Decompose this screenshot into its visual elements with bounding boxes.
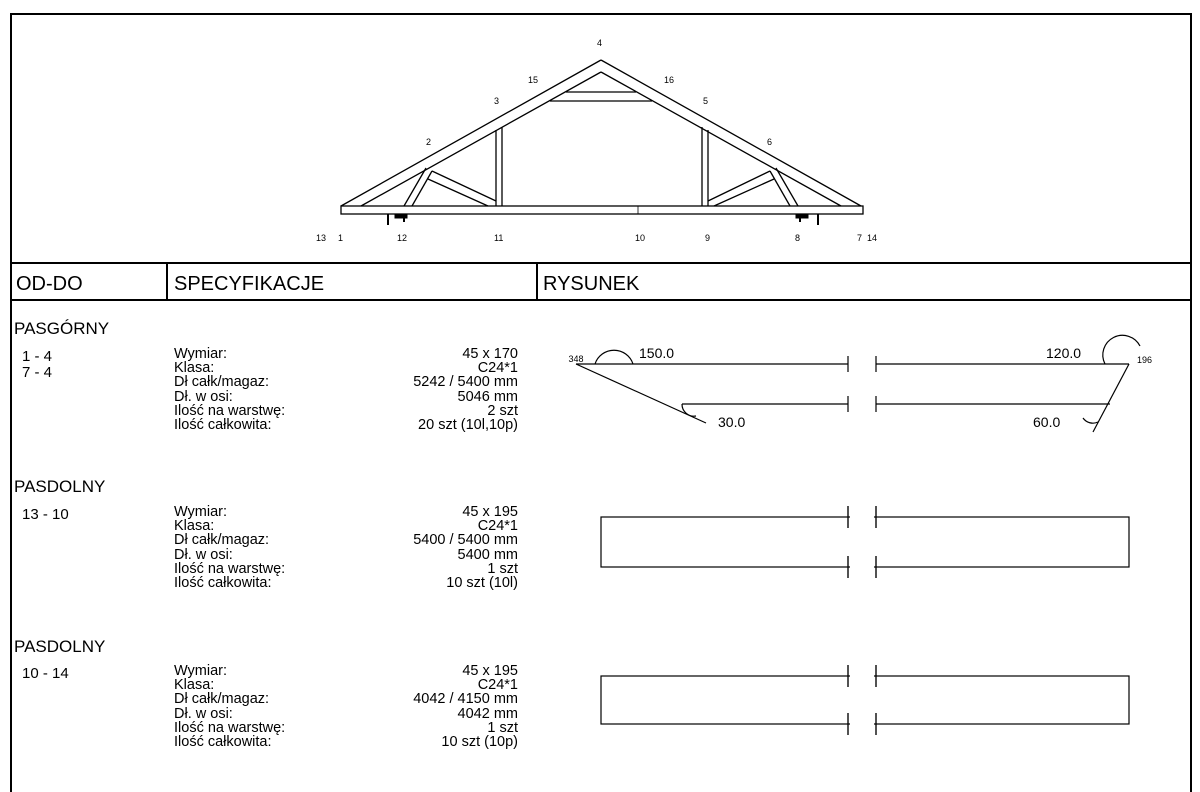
label-dl-calk: Dł całk/magaz: (174, 374, 270, 391)
label-dl-osi: Dł. w osi: (174, 546, 233, 563)
node-label-1: 1 (338, 233, 344, 243)
label-dl-osi: Dł. w osi: (174, 705, 233, 722)
label-ilosc-warstwe: Ilość na warstwę: (174, 719, 286, 736)
value-klasa: C24*1 (477, 677, 518, 694)
label-klasa: Klasa: (174, 360, 215, 377)
angle-arc-left (595, 350, 633, 364)
label-dl-osi: Dł. w osi: (174, 388, 233, 405)
label-klasa: Klasa: (174, 518, 215, 535)
value-dl-osi: 5400 mm (457, 546, 518, 563)
node-label-3: 3 (494, 96, 500, 106)
value-klasa: C24*1 (477, 518, 518, 535)
value-dl-osi: 5046 mm (457, 388, 518, 405)
member-title-pasgorny: PASGÓRNY (14, 319, 110, 338)
node-label-9: 9 (705, 233, 711, 243)
angle-label-left: 348 (568, 354, 584, 364)
node-label-15: 15 (528, 75, 539, 85)
node-label-10: 10 (635, 233, 646, 243)
bottom-chord (341, 206, 863, 214)
range-1-4: 1 - 4 (22, 348, 53, 365)
left-support-icon (395, 214, 407, 218)
angle-arc-right (1103, 335, 1140, 364)
node-label-5: 5 (703, 96, 709, 106)
angle-label-left-top: 150.0 (639, 345, 675, 361)
header-od-do: OD-DO (16, 273, 83, 295)
label-wymiar: Wymiar: (174, 663, 228, 679)
value-ilosc-calk: 10 szt (10p) (441, 734, 518, 751)
range-13-10: 13 - 10 (22, 506, 69, 523)
angle-label-right-top: 120.0 (1046, 345, 1082, 361)
value-dl-calk: 5400 / 5400 mm (413, 532, 518, 549)
value-dl-osi: 4042 mm (457, 705, 518, 722)
left-web-b (432, 171, 496, 201)
header-specyfikacje: SPECYFIKACJE (174, 273, 325, 295)
angle-arc-left-bottom (682, 404, 696, 416)
node-label-13: 13 (316, 233, 327, 243)
angle-label-right: 196 (1137, 355, 1153, 365)
value-ilosc-warstwe: 1 szt (487, 719, 518, 736)
value-ilosc-calk: 10 szt (10l) (446, 575, 518, 592)
label-wymiar: Wymiar: (174, 346, 228, 362)
header-divider-1 (166, 262, 168, 300)
node-label-11: 11 (494, 233, 504, 243)
label-ilosc-warstwe: Ilość na warstwę: (174, 402, 286, 419)
range-7-4: 7 - 4 (22, 364, 53, 381)
value-dl-calk: 5242 / 5400 mm (413, 374, 518, 391)
node-label-2: 2 (426, 137, 432, 147)
value-wymiar: 45 x 195 (462, 663, 518, 679)
value-wymiar: 45 x 170 (462, 346, 518, 362)
value-dl-calk: 4042 / 4150 mm (413, 691, 518, 708)
node-label-7: 7 (857, 233, 863, 243)
node-label-14: 14 (867, 233, 878, 243)
label-klasa: Klasa: (174, 677, 215, 694)
header-rysunek: RYSUNEK (543, 273, 640, 295)
label-ilosc-calk: Ilość całkowita: (174, 417, 272, 434)
node-label-6: 6 (767, 137, 773, 147)
right-support-icon (796, 214, 808, 218)
header-top-line (10, 262, 1192, 264)
label-ilosc-calk: Ilość całkowita: (174, 734, 272, 751)
value-ilosc-warstwe: 2 szt (487, 402, 518, 419)
value-ilosc-warstwe: 1 szt (487, 560, 518, 577)
label-dl-calk: Dł całk/magaz: (174, 691, 270, 708)
node-label-8: 8 (795, 233, 801, 243)
value-ilosc-calk: 20 szt (10l,10p) (418, 417, 518, 434)
label-dl-calk: Dł całk/magaz: (174, 532, 270, 549)
label-ilosc-warstwe: Ilość na warstwę: (174, 560, 286, 577)
angle-arc-right-bottom (1083, 418, 1098, 423)
label-wymiar: Wymiar: (174, 504, 228, 520)
range-10-14: 10 - 14 (22, 665, 69, 682)
value-wymiar: 45 x 195 (462, 504, 518, 520)
node-label-16: 16 (664, 75, 675, 85)
angle-label-left-bottom: 30.0 (718, 414, 746, 430)
angle-label-right-bottom: 60.0 (1033, 414, 1061, 430)
header-divider-2 (536, 262, 538, 300)
label-ilosc-calk: Ilość całkowita: (174, 575, 272, 592)
member-title-pasdolny: PASDOLNY (14, 637, 106, 656)
node-label-12: 12 (397, 233, 408, 243)
truss-diagram (0, 0, 1200, 262)
value-klasa: C24*1 (477, 360, 518, 377)
left-rafter (341, 60, 601, 206)
node-label-4: 4 (597, 38, 603, 48)
right-rafter (601, 60, 861, 206)
member-title-pasdolny: PASDOLNY (14, 477, 106, 496)
right-web-b (708, 171, 770, 201)
member-drawings (0, 300, 1200, 792)
